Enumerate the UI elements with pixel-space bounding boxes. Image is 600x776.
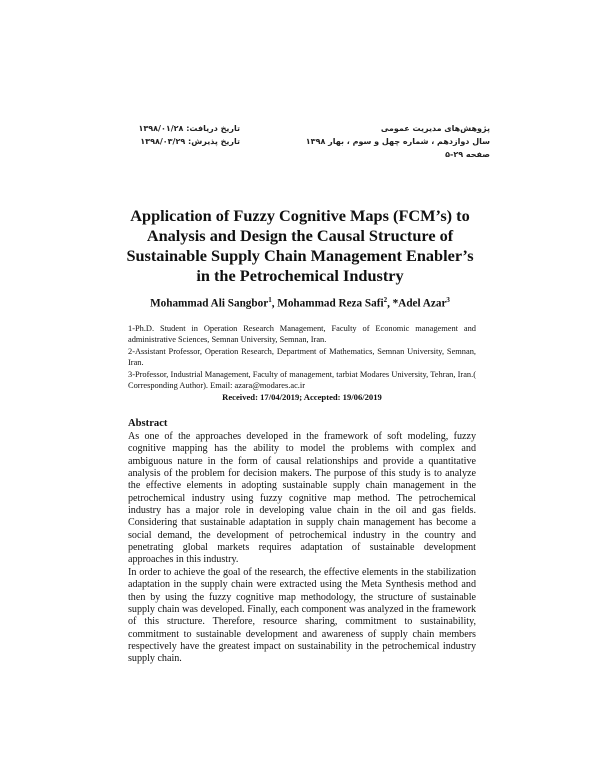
- affiliation: 2-Assistant Professor, Operation Research, Department of Mathematics, Semnan University, Semnan, Iran.: [128, 347, 476, 367]
- affiliation: 1-Ph.D. Student in Operation Research Management, Faculty of Economic management and administrative Sciences, Semnan University, Semnan, Iran.: [128, 324, 476, 344]
- author-name: Mohammad Reza Safi: [277, 297, 384, 310]
- title-line: Sustainable Supply Chain Management Enabler’s: [126, 246, 474, 265]
- journal-info: [305, 122, 490, 161]
- received-accepted-dates: Received: 17/04/2019; Accepted: 19/06/2019: [222, 392, 382, 402]
- title-line: in the Petrochemical Industry: [196, 266, 404, 285]
- accepted-date-fa: تاریخ پذیرش: ۱۳۹۸/۰۳/۲۹: [140, 137, 240, 146]
- abstract-paragraph: In order to achieve the goal of the research, the effective elements in the stabilization adaptation in the supply chain were extracted using the Meta Synthesis method and then by using the fuzzy cognitive map methodology, the structure of sustainable supply chain was developed. Finally, each component was analyzed in the framework of this structure. Therefore, resource sharing, commitment to sustainability, commitment to sustainable development and awareness of supply chain members respectively have the greatest impact on sustainability in the petrochemical industry supply chain.: [128, 567, 476, 665]
- abstract-paragraph: As one of the approaches developed in the framework of soft modeling, fuzzy cognitive mapping has the ability to model the problems with complex and ambiguous nature in the form of causal relationships and provide a quantitative analysis of the problem for decision makers. The purpose of this study is to analyze the effective elements in adopting sustainable supply chain management in the petrochemical industry using fuzzy cognitive map method. The petrochemical industry has a major role in developing value chain in the oil and gas fields. Considering that sustainable adaptation in supply chain management has become a social demand, the development of petrochemical industry in the country and penetrating global markets requires adaptation of sustainable development approaches in this industry.: [128, 431, 476, 566]
- received-date-fa: تاریخ دریافت: ۱۳۹۸/۰۱/۲۸: [138, 124, 240, 133]
- journal-pages: صفحه ۲۹-۵: [445, 150, 490, 159]
- author-name: Mohammad Ali Sangbor: [150, 297, 269, 310]
- submission-dates: [110, 122, 240, 148]
- author-name: *Adel Azar: [392, 297, 447, 310]
- author-affiliation-mark: 2: [383, 296, 388, 304]
- author-affiliation-mark: 1: [268, 296, 272, 304]
- paper-title: [90, 206, 510, 286]
- title-line: Application of Fuzzy Cognitive Maps (FCM’s) to: [130, 206, 470, 225]
- author-list: Mohammad Ali Sangbor$^1$, Mohammad Reza Safi$^2$, *Adel Azar$^3$: [150, 296, 450, 310]
- journal-issue: سال دوازدهم ، شماره چهل و سوم ، بهار ۱۳۹۸: [305, 137, 490, 146]
- author-affiliation-mark: 3: [446, 296, 450, 304]
- affiliation: 3-Professor, Industrial Management, Faculty of management, tarbiat Modares University, Tehran, Iran.( Corresponding Author). Email: azara@modares.ac.ir: [128, 370, 476, 390]
- journal-name: پژوهش‌های مدیریت عمومی: [380, 124, 490, 133]
- title-line: Analysis and Design the Causal Structure of: [146, 226, 454, 245]
- abstract-heading: Abstract: [128, 418, 168, 429]
